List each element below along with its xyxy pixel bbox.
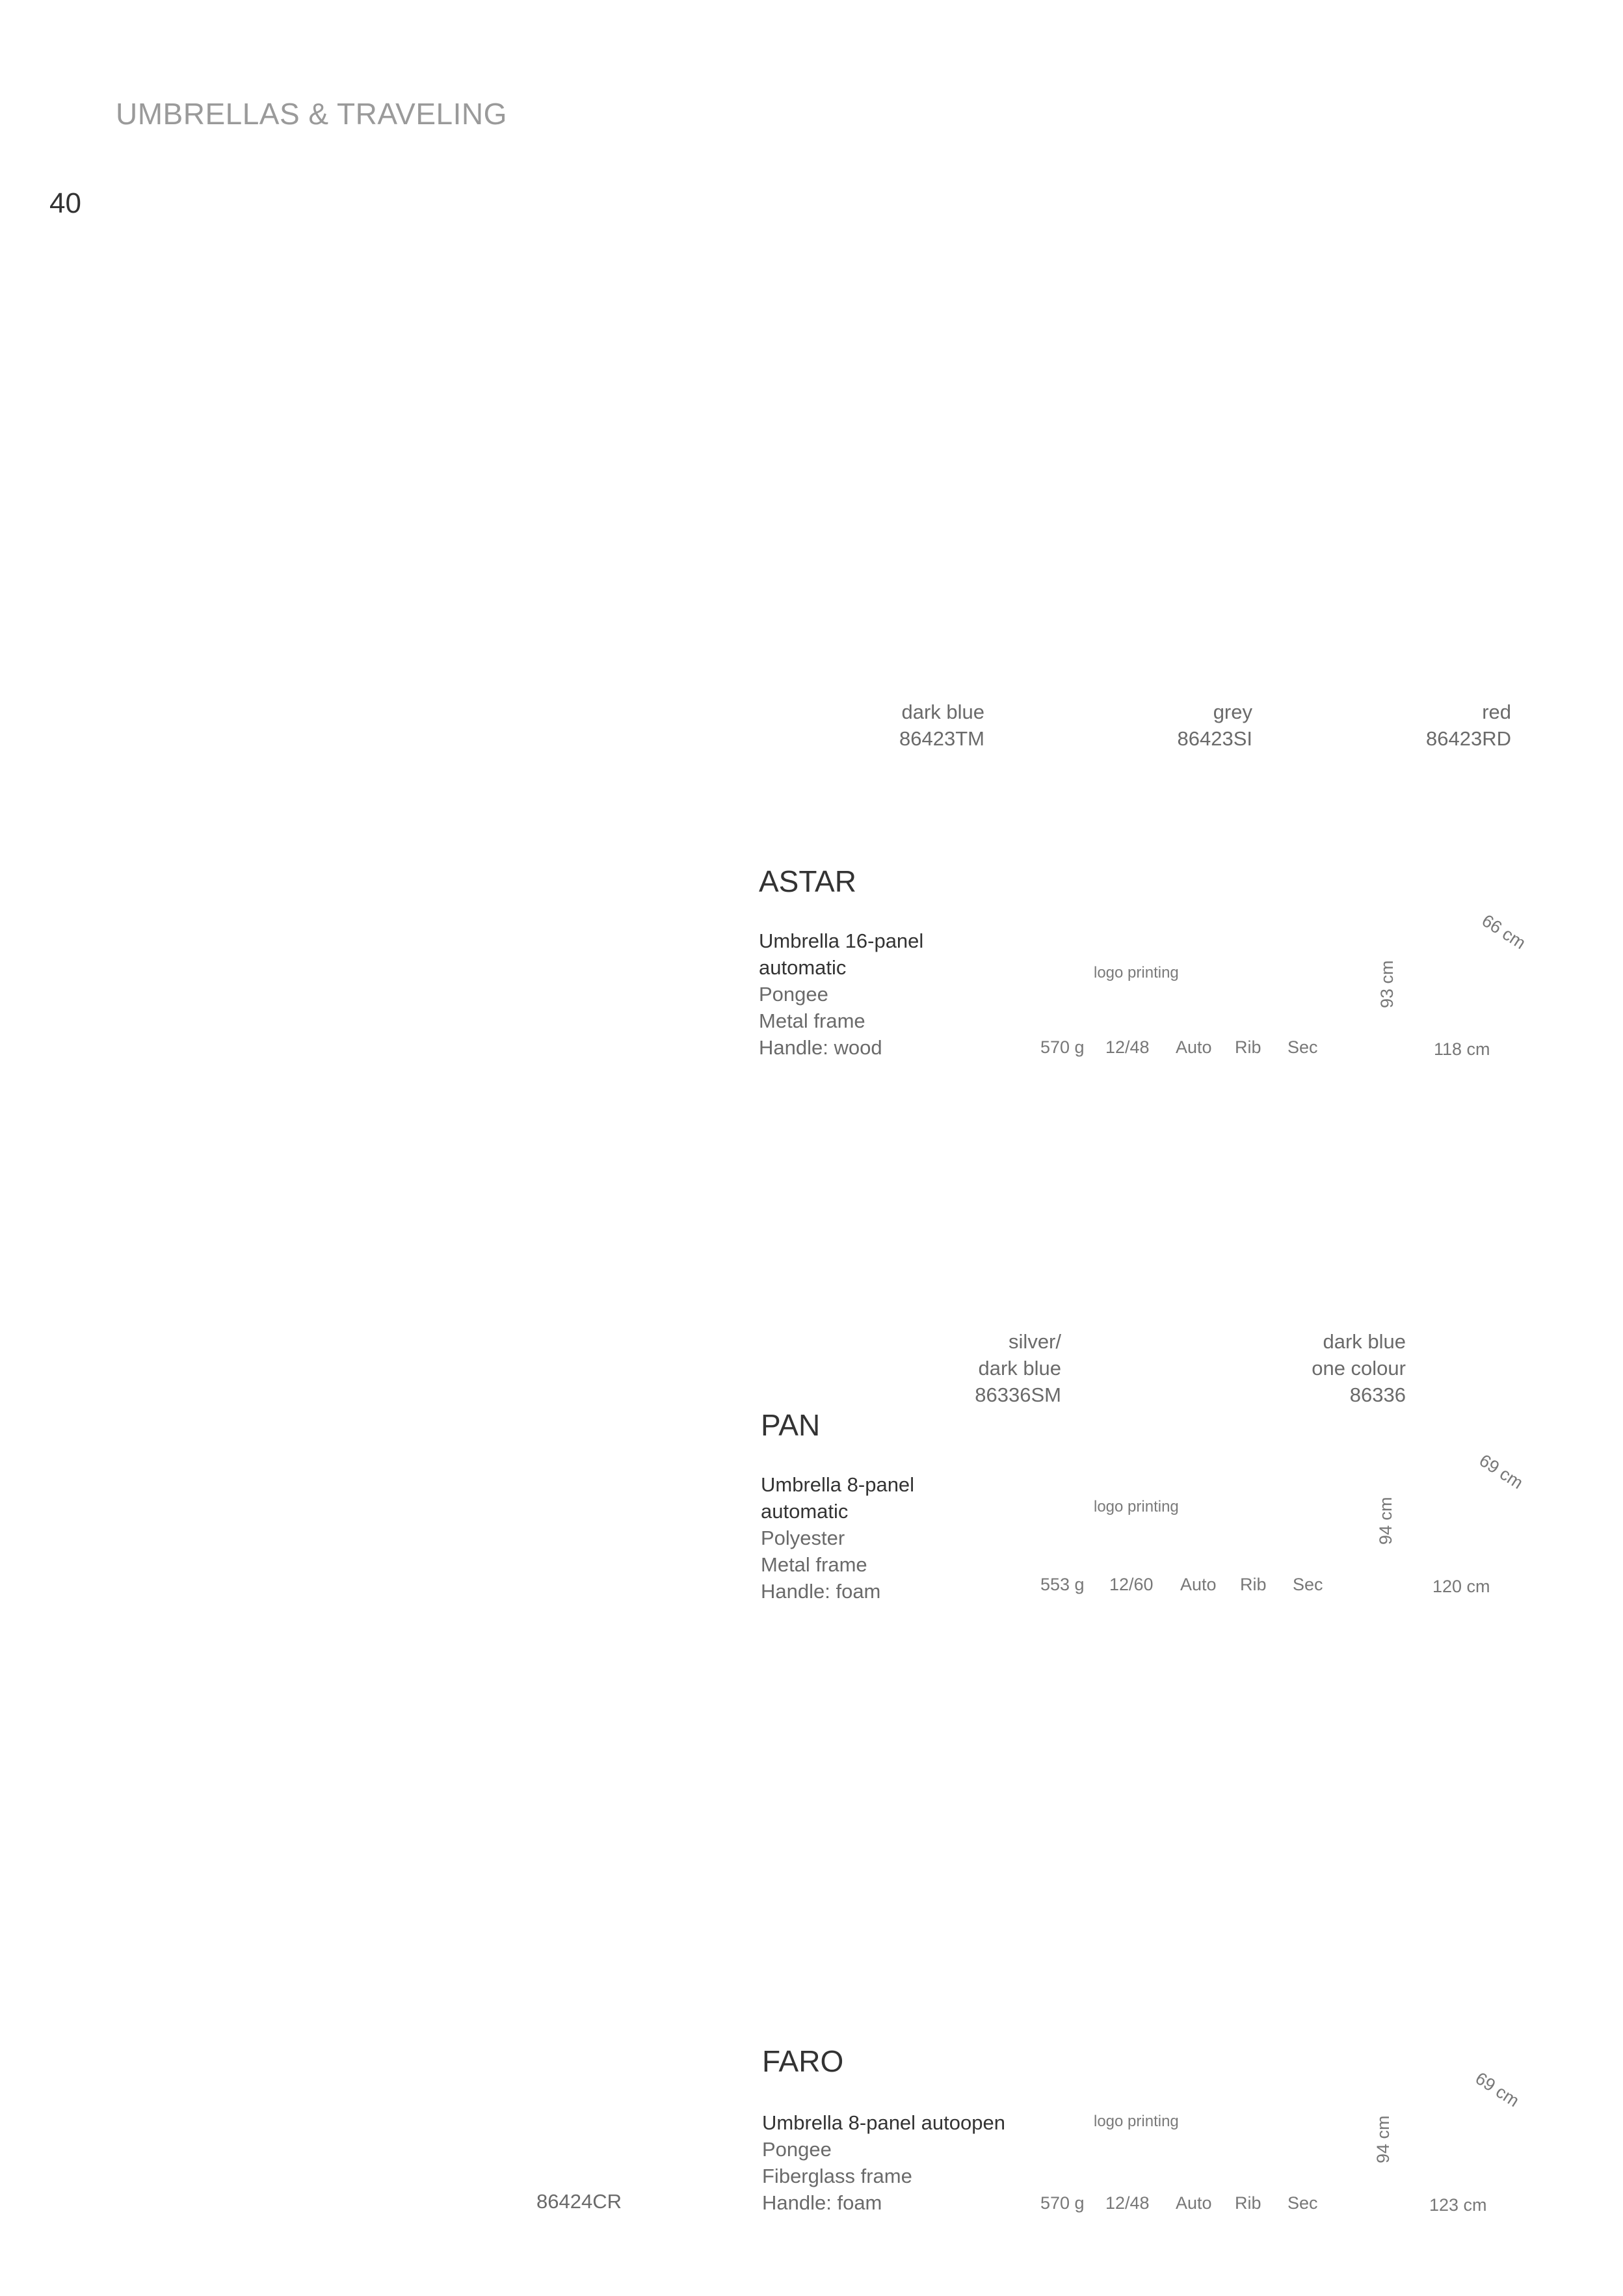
variant-dark-blue bbox=[899, 699, 984, 752]
spec-pack: 12/48 bbox=[1105, 1037, 1150, 1057]
desc-line: Pongee bbox=[759, 983, 828, 1006]
spec-rib: Rib bbox=[1240, 1575, 1267, 1594]
variant-dark-blue-one-colour bbox=[1312, 1328, 1406, 1408]
product-description bbox=[761, 1471, 914, 1605]
variant-code: 86423RD bbox=[1426, 727, 1511, 750]
desc-line: Umbrella 16-panel bbox=[759, 929, 924, 952]
variant-line: one colour bbox=[1312, 1357, 1406, 1380]
desc-line: Handle: foam bbox=[762, 2191, 882, 2214]
dimension-height: 94 cm bbox=[1373, 2115, 1393, 2163]
product-description bbox=[759, 928, 923, 1061]
spec-pack: 12/60 bbox=[1109, 1575, 1154, 1594]
spec-sec: Sec bbox=[1287, 1037, 1318, 1057]
spec-auto: Auto bbox=[1176, 1037, 1212, 1057]
variant-code: 86336SM bbox=[975, 1383, 1061, 1406]
desc-line: Metal frame bbox=[759, 1009, 865, 1032]
desc-line: Metal frame bbox=[761, 1553, 867, 1576]
product-name: PAN bbox=[761, 1408, 821, 1442]
desc-line: Fiberglass frame bbox=[762, 2165, 912, 2187]
dimension-height: 93 cm bbox=[1377, 960, 1397, 1008]
product-name: ASTAR bbox=[759, 864, 856, 898]
variant-line: silver/ bbox=[1009, 1330, 1061, 1353]
product-name: FARO bbox=[762, 2044, 844, 2078]
dimension-diagonal: 69 cm bbox=[1471, 2068, 1523, 2111]
spec-auto: Auto bbox=[1176, 2193, 1212, 2213]
variant-code: 86336 bbox=[1349, 1383, 1406, 1406]
section-title: UMBRELLAS & TRAVELING bbox=[116, 97, 507, 131]
dimension-diagonal: 69 cm bbox=[1475, 1450, 1527, 1493]
desc-line: Polyester bbox=[761, 1527, 845, 1549]
article-code: 86424CR bbox=[536, 2190, 622, 2213]
spec-rib: Rib bbox=[1235, 2193, 1261, 2213]
desc-line: Umbrella 8-panel autoopen bbox=[762, 2111, 1005, 2134]
variant-color: grey bbox=[1213, 701, 1252, 723]
variant-color: red bbox=[1482, 701, 1511, 723]
page-number: 40 bbox=[49, 187, 81, 219]
spec-auto: Auto bbox=[1180, 1575, 1217, 1594]
logo-printing-label: logo printing bbox=[1094, 964, 1179, 981]
desc-line: Handle: wood bbox=[759, 1036, 882, 1059]
variant-code: 86423SI bbox=[1177, 727, 1252, 750]
spec-sec: Sec bbox=[1287, 2193, 1318, 2213]
spec-pack: 12/48 bbox=[1105, 2193, 1150, 2213]
spec-rib: Rib bbox=[1235, 1037, 1261, 1057]
desc-line: Umbrella 8-panel bbox=[761, 1473, 915, 1496]
spec-weight: 570 g bbox=[1040, 1037, 1085, 1057]
variant-line: dark blue bbox=[978, 1357, 1061, 1380]
logo-printing-label: logo printing bbox=[1094, 1498, 1179, 1515]
spec-sec: Sec bbox=[1293, 1575, 1323, 1594]
spec-weight: 570 g bbox=[1040, 2193, 1085, 2213]
desc-line: Pongee bbox=[762, 2138, 832, 2161]
dimension-width: 123 cm bbox=[1429, 2195, 1487, 2215]
dimension-diagonal: 66 cm bbox=[1478, 911, 1529, 954]
dimension-width: 118 cm bbox=[1434, 1039, 1490, 1059]
variant-color: dark blue bbox=[901, 701, 984, 723]
variant-silver-dark-blue bbox=[975, 1328, 1061, 1408]
spec-weight: 553 g bbox=[1040, 1575, 1085, 1594]
desc-line: automatic bbox=[759, 956, 847, 979]
variant-line: dark blue bbox=[1323, 1330, 1406, 1353]
dimension-width: 120 cm bbox=[1432, 1577, 1490, 1596]
variant-code: 86423TM bbox=[899, 727, 984, 750]
variant-red bbox=[1426, 699, 1511, 752]
desc-line: automatic bbox=[761, 1500, 849, 1523]
product-description bbox=[762, 2109, 1005, 2216]
logo-printing-label: logo printing bbox=[1094, 2113, 1179, 2130]
variant-grey bbox=[1178, 699, 1253, 752]
desc-line: Handle: foam bbox=[761, 1580, 881, 1603]
dimension-height: 94 cm bbox=[1376, 1497, 1395, 1545]
